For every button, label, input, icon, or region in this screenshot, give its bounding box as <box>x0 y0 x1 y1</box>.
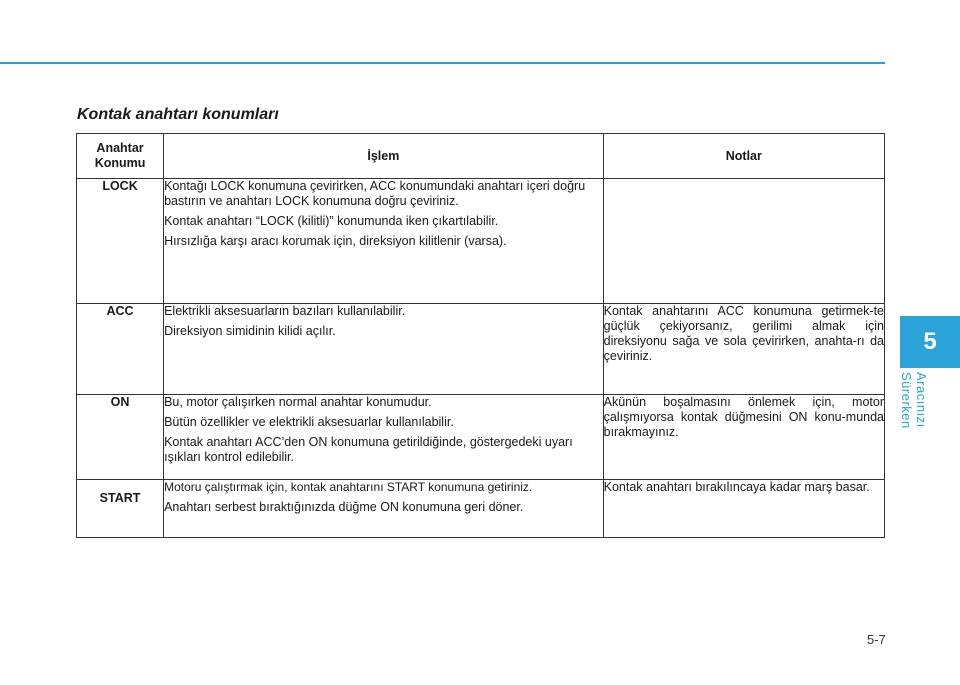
operation-text: Hırsızlığa karşı aracı korumak için, direksiyon kilitlenir (varsa). <box>164 234 507 248</box>
operation-text: Kontağı LOCK konumuna çevirirken, ACC konumundaki anahtarı içeri doğru bastırın ve anahtarı LOCK konumuna doğru çeviriniz. <box>164 179 586 208</box>
operation-text: Kontak anahtarı “LOCK (kilitli)” konumunda iken çıkartılabilir. <box>164 214 499 228</box>
section-title: Kontak anahtarı konumları <box>77 106 279 123</box>
operation-text: Anahtarı serbest bıraktığınızda düğme ON konumuna geri döner. <box>164 500 524 514</box>
header-notes: Notlar <box>603 134 884 179</box>
notes-cell <box>603 179 884 304</box>
notes-text: Kontak anahtarı bırakılıncaya kadar marş basar. <box>603 480 870 494</box>
chapter-number-tab: 5 <box>900 316 960 368</box>
operation-cell <box>164 480 604 538</box>
notes-text: Akünün boşalmasını önlemek için, motor çalışmıyorsa kontak düğmesini ON konu-munda bırakmayınız. <box>603 395 884 439</box>
operation-text: Direksiyon simidinin kilidi açılır. <box>164 324 336 338</box>
operation-cell <box>164 179 604 304</box>
key-cell-on: ON <box>77 395 164 480</box>
table-header-row <box>77 134 885 179</box>
header-key-position-line2: Konumu <box>94 156 146 170</box>
header-operation: İşlem <box>164 134 604 179</box>
operation-text: Bu, motor çalışırken normal anahtar konumudur. <box>164 395 432 409</box>
table-row <box>77 395 885 480</box>
operation-text: Elektrikli aksesuarların bazıları kullanılabilir. <box>164 304 406 318</box>
operation-text: Kontak anahtarı ACC’den ON konumuna getirildiğinde, göstergedeki uyarı ışıkları kontrol edilebilir. <box>164 435 573 464</box>
table-row <box>77 480 885 538</box>
header-key-position <box>77 134 164 179</box>
key-positions-table <box>76 133 885 538</box>
operation-cell <box>164 395 604 480</box>
header-rule <box>0 62 885 64</box>
notes-cell <box>603 395 884 480</box>
operation-text: Bütün özellikler ve elektrikli aksesuarlar kullanılabilir. <box>164 415 454 429</box>
header-key-position-line1: Anahtar <box>96 141 144 155</box>
key-cell-lock: LOCK <box>77 179 164 304</box>
chapter-label: Aracınızı Sürerken <box>899 372 929 429</box>
key-cell-start: START <box>77 480 164 538</box>
page-number: 5-7 <box>867 632 886 647</box>
table-row <box>77 304 885 395</box>
notes-cell <box>603 304 884 395</box>
notes-cell <box>603 480 884 538</box>
table-row <box>77 179 885 304</box>
notes-text: Kontak anahtarını ACC konumuna getirmek-te güçlük çekiyorsanız, gerilimi almak için direksiyonu sağa ve sola çevirirken, anahta-rı da çeviriniz. <box>603 304 884 363</box>
operation-cell <box>164 304 604 395</box>
operation-text: Motoru çalıştırmak için, kontak anahtarını START konumuna getiriniz. <box>164 480 533 494</box>
key-cell-acc: ACC <box>77 304 164 395</box>
